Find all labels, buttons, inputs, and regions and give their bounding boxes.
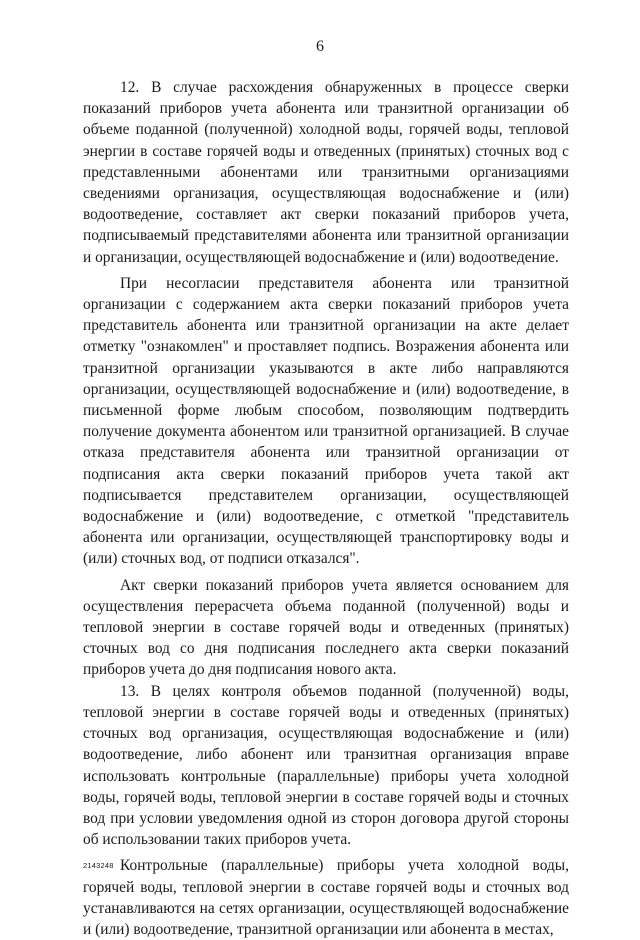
document-code: 2143248 [83, 861, 114, 870]
paragraph-12: 12. В случае расхождения обнаруженных в процессе сверки показаний приборов учета абонента или транзитной организации об объеме поданной (полученной) холодной воды, горячей воды, тепловой энергии в составе горячей воды и отведенных (принятых) сточных вод с представленными абонентами или транзитными организациями сведениями организация, осуществляющая водоснабжение и (или) водоотведение, составляет акт сверки показаний приборов учета, подписываемый представителями абонента или транзитной организации и организации, осуществляющей водоснабжение и (или) водоотведение. [83, 79, 569, 266]
document-body [83, 77, 569, 940]
paragraph-13: 13. В целях контроля объемов поданной (полученной) воды, тепловой энергии в составе горячей воды и отведенных (принятых) сточных вод организация, осуществляющая водоснабжение и (или) водоотведение, либо абонент или транзитная организация вправе использовать контрольные (параллельные) приборы учета холодной воды, горячей воды, тепловой энергии в составе горячей воды и сточных вод при условии уведомления одной из сторон договора другой стороны об использовании таких приборов учета. [83, 682, 569, 849]
paragraph-reconciliation-act: Акт сверки показаний приборов учета является основанием для осуществления перерасчета объема поданной (полученной) воды и тепловой энергии в составе горячей воды и отведенных (принятых) сточных вод со дня подписания последнего акта сверки показаний приборов учета до дня подписания нового акта. [83, 576, 569, 679]
paragraph-control-meters: Контрольные (параллельные) приборы учета холодной воды, горячей воды, тепловой энергии в составе горячей воды и сточных вод устанавливаются на сетях организации, осуществляющей водоснабжение и (или) водоотведение, транзитной организации или абонента в местах, [83, 857, 569, 938]
paragraph-disagreement: При несогласии представителя абонента или транзитной организации с содержанием акта сверки показаний приборов учета представитель абонента или транзитной организации на акте делает отметку "ознакомлен" и проставляет подпись. Возражения абонента или транзитной организации указываются в акте либо направляются организации, осуществляющей водоснабжение и (или) водоотведение, в письменной форме любым способом, позволяющим подтвердить получение документа абонентом или транзитной организацией. В случае отказа представителя абонента или транзитной организации от подписания акта сверки показаний приборов учета такой акт подписывается представителем организации, осуществляющей водоснабжение и (или) водоотведение, с отметкой "представитель абонента или организации, осуществляющей транспортировку воды и (или) сточных вод, от подписи отказался". [83, 274, 569, 568]
page-number: 6 [316, 38, 324, 55]
